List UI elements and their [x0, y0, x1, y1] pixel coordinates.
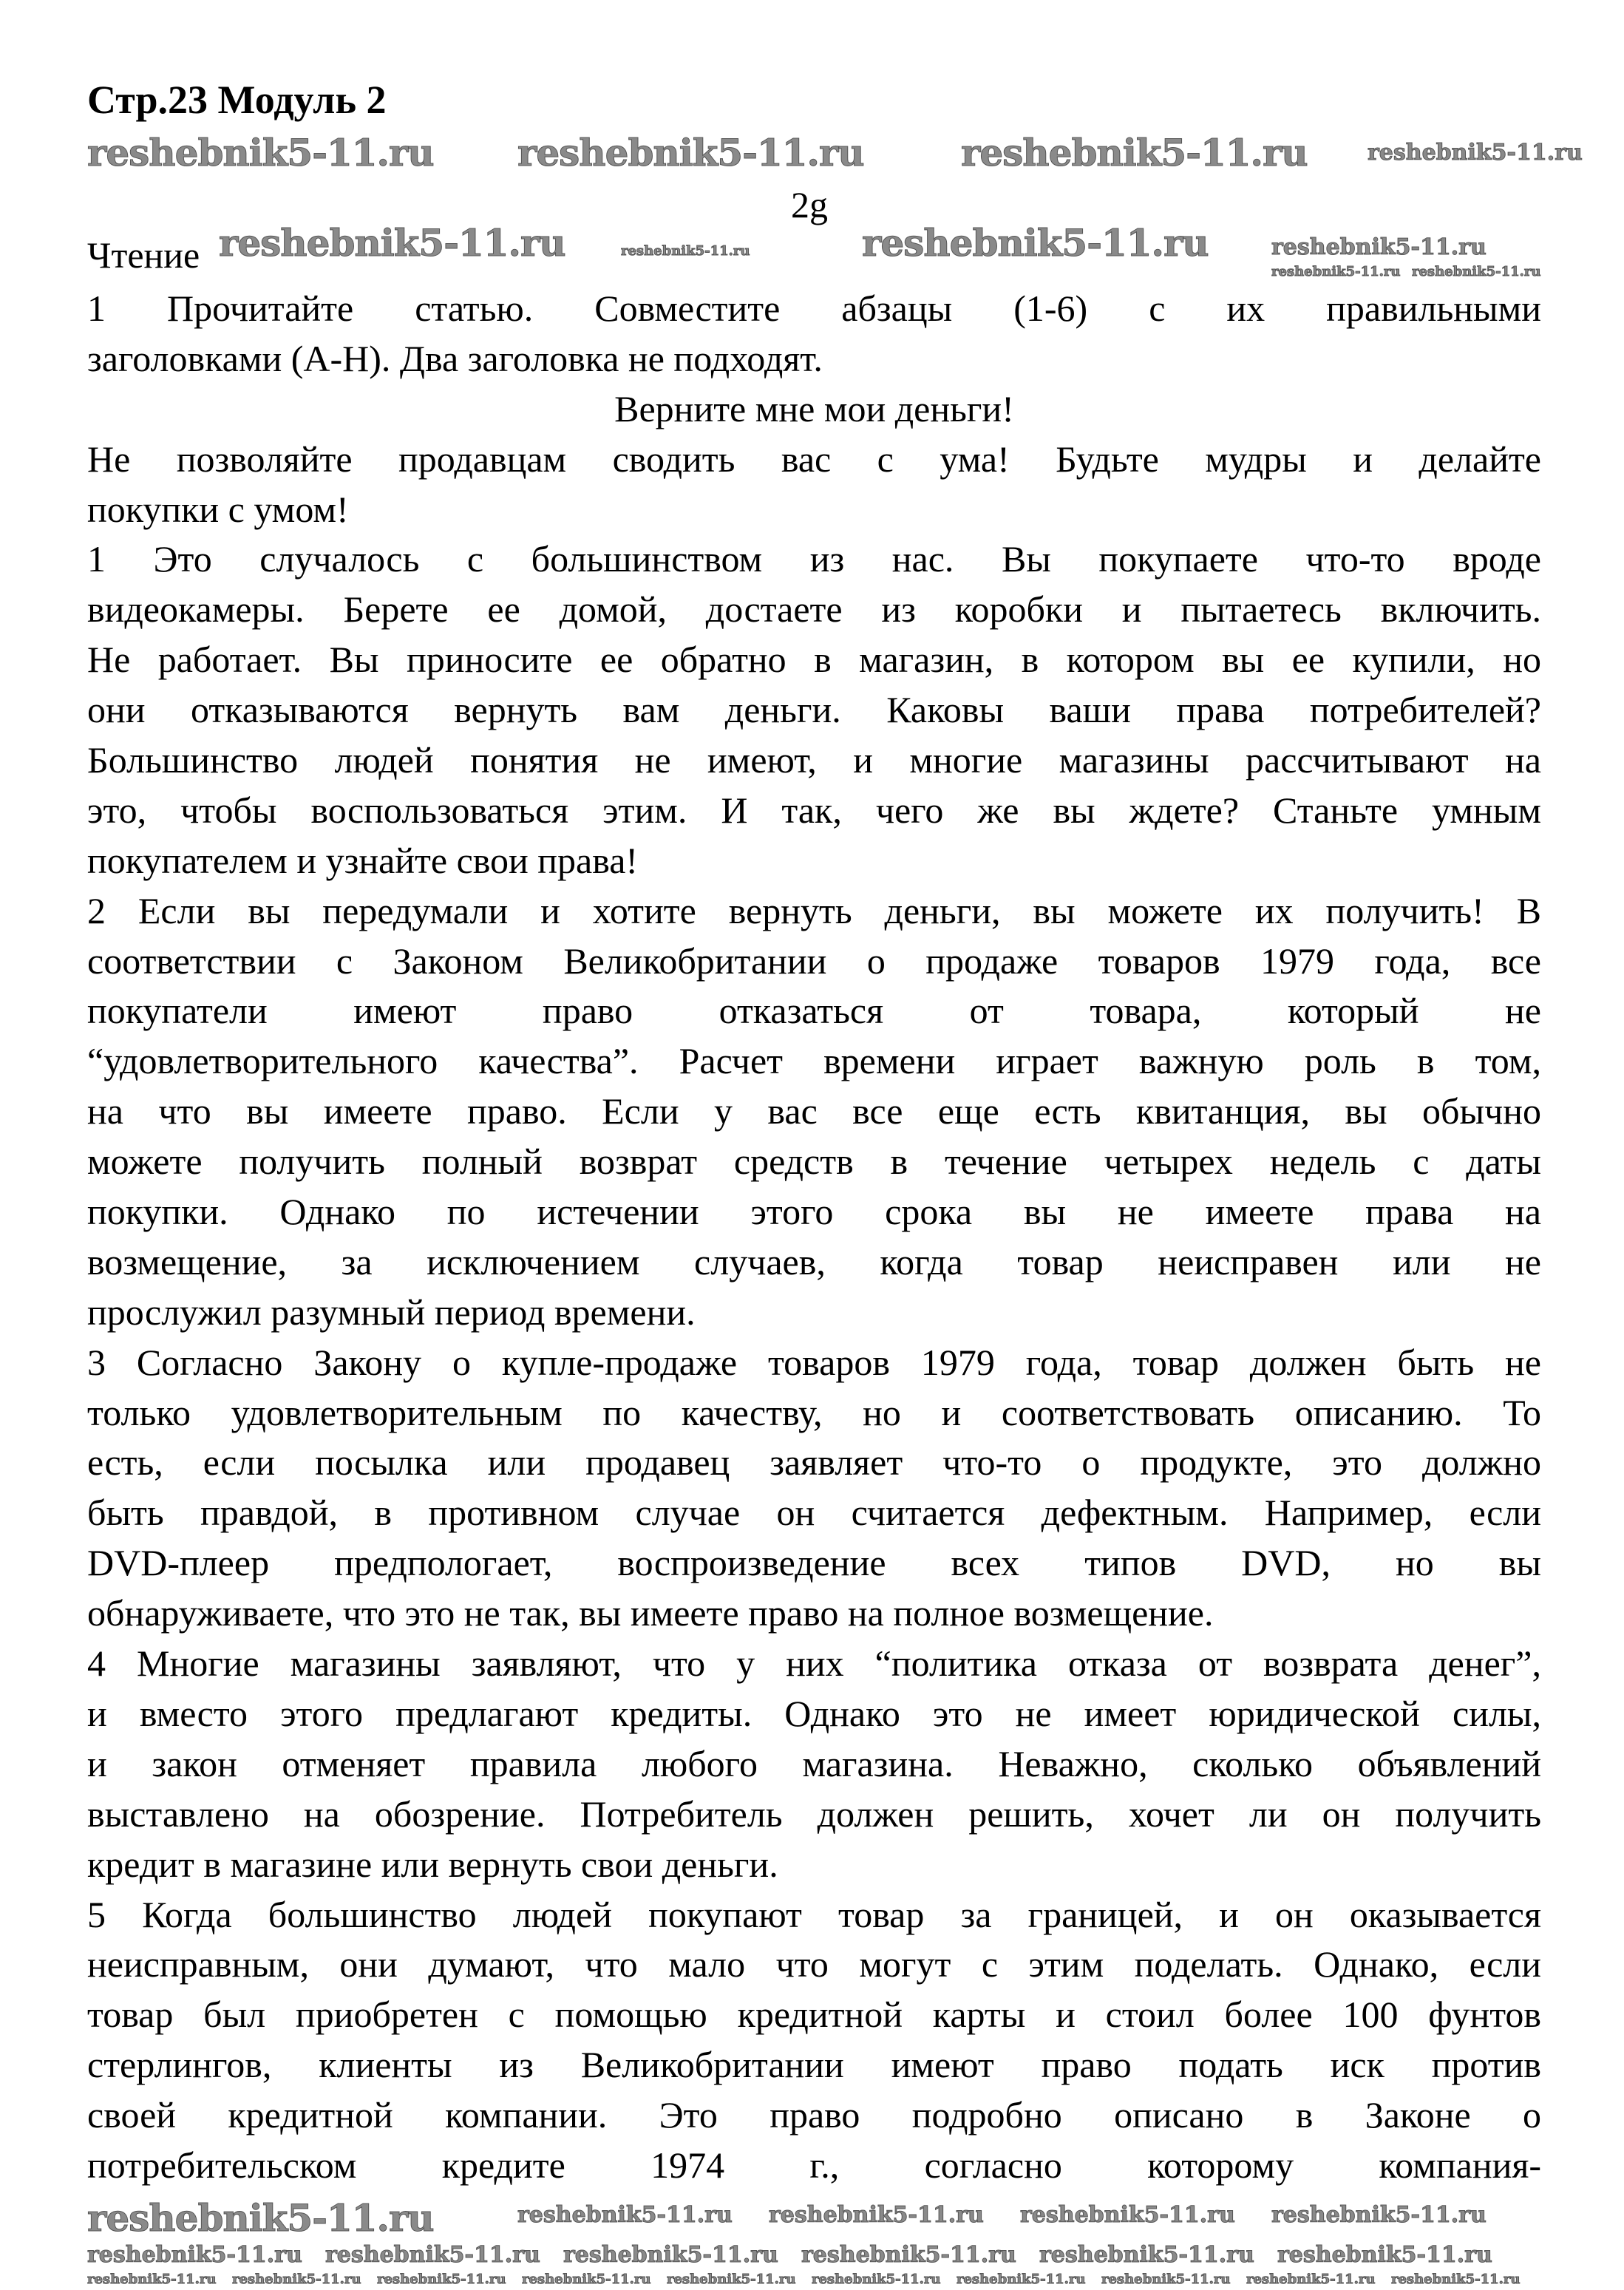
text-line: кредит в магазине или вернуть свои деньги. — [87, 1843, 778, 1885]
text-line: обнаруживаете, что это не так, вы имеете право на полное возмещение. — [87, 1592, 1214, 1634]
watermark: reshebnik5-11.ru — [325, 2242, 540, 2268]
task-instruction — [87, 284, 1541, 384]
watermark: reshebnik5-11.ru — [517, 131, 864, 174]
watermark: reshebnik5-11.ru — [667, 2272, 796, 2287]
watermark: reshebnik5-11.ru — [377, 2272, 506, 2287]
text-line: неисправным, они думают, что мало что могут с этим поделать. Однако, если — [87, 1943, 1541, 1985]
watermark: reshebnik5-11.ru — [1271, 264, 1401, 279]
watermark: reshebnik5-11.ru — [522, 2272, 651, 2287]
text-line: покупателем и узнайте свои права! — [87, 839, 639, 881]
watermark: reshebnik5-11.ru — [1412, 264, 1541, 279]
article-paragraph — [87, 886, 1541, 1338]
article-body — [87, 284, 1541, 2191]
text-line: прослужил разумный период времени. — [87, 1291, 696, 1333]
watermark: reshebnik5-11.ru — [1277, 2242, 1492, 2268]
text-line: покупки с умом! — [87, 488, 349, 530]
text-line: на что вы имеете право. Если у вас все еще есть квитанция, вы обычно — [87, 1090, 1541, 1132]
watermark: reshebnik5-11.ru — [1391, 2272, 1521, 2287]
article-paragraph — [87, 1639, 1541, 1889]
text-line: Верните мне мои деньги! — [614, 387, 1014, 429]
text-line: они отказываются вернуть вам деньги. Каковы ваши права потребителей? — [87, 689, 1541, 731]
text-line: быть правдой, в противном случае он считается дефектным. Например, если — [87, 1492, 1541, 1534]
watermark: reshebnik5-11.ru — [1271, 234, 1487, 260]
watermark: reshebnik5-11.ru — [219, 221, 565, 265]
text-line: заголовками (А-Н). Два заголовка не подходят. — [87, 337, 823, 379]
article-paragraph — [87, 1890, 1541, 2191]
watermark: reshebnik5-11.ru — [769, 2202, 984, 2228]
watermark: reshebnik5-11.ru — [812, 2272, 941, 2287]
watermark: reshebnik5-11.ru — [1271, 2202, 1487, 2228]
text-line: выставлено на обозрение. Потребитель должен решить, хочет ли он получить — [87, 1793, 1541, 1835]
article-heading — [87, 384, 1541, 435]
text-line: можете получить полный возврат средств в течение четырех недель с даты — [87, 1141, 1541, 1183]
text-line: Не позволяйте продавцам сводить вас с ума! Будьте мудры и делайте — [87, 438, 1541, 480]
text-line: есть, если посылка или продавец заявляет что-то о продукте, это должно — [87, 1441, 1541, 1484]
watermark: reshebnik5-11.ru — [87, 2242, 302, 2268]
text-line: только удовлетворительным по качеству, но и соответствовать описанию. То — [87, 1391, 1541, 1433]
text-line: потребительском кредите 1974 г., согласно которому компания- — [87, 2144, 1541, 2186]
text-line: 3 Согласно Закону о купле-продаже товаров 1979 года, товар должен быть не — [87, 1341, 1541, 1383]
watermark: reshebnik5-11.ru — [87, 131, 434, 174]
text-line: стерлингов, клиенты из Великобритании имеют право подать иск против — [87, 2044, 1541, 2086]
page-title: Стр.23 Модуль 2 — [87, 78, 387, 122]
watermark: reshebnik5-11.ru — [1020, 2202, 1235, 2228]
text-line: 2 Если вы передумали и хотите вернуть деньги, вы можете их получить! В — [87, 889, 1541, 931]
watermark: reshebnik5-11.ru — [87, 2196, 434, 2240]
text-line: “удовлетворительного качества”. Расчет времени играет важную роль в том, — [87, 1040, 1541, 1082]
watermark: reshebnik5-11.ru — [87, 2272, 217, 2287]
watermark: reshebnik5-11.ru — [1101, 2272, 1231, 2287]
text-line: 1 Прочитайте статью. Совместите абзацы (1-6) с их правильными — [87, 288, 1541, 329]
watermark: reshebnik5-11.ru — [862, 221, 1209, 265]
text-line: видеокамеры. Берете ее домой, достаете из коробки и пытаетесь включить. — [87, 588, 1541, 631]
watermark: reshebnik5-11.ru — [957, 2272, 1086, 2287]
text-line: товар был приобретен с помощью кредитной карты и стоил более 100 фунтов — [87, 1994, 1541, 2036]
watermark: reshebnik5-11.ru — [1368, 140, 1583, 166]
text-line: DVD-плеер предпологает, воспроизведение всех типов DVD, но вы — [87, 1542, 1541, 1584]
text-line: Не работает. Вы приносите ее обратно в магазин, в котором вы ее купили, но — [87, 639, 1541, 681]
watermark: reshebnik5-11.ru — [801, 2242, 1016, 2268]
text-line: покупки. Однако по истечении этого срока вы не имеете права на — [87, 1191, 1541, 1233]
text-line: своей кредитной компании. Это право подробно описано в Законе о — [87, 2094, 1541, 2136]
article-lead — [87, 435, 1541, 535]
text-line: покупатели имеют право отказаться от товара, который не — [87, 990, 1541, 1032]
text-line: 5 Когда большинство людей покупают товар за границей, и он оказывается — [87, 1893, 1541, 1935]
section-label: Чтение — [87, 234, 200, 276]
text-line: соответствии с Законом Великобритании о продаже товаров 1979 года, все — [87, 940, 1541, 982]
watermark: reshebnik5-11.ru — [621, 243, 750, 259]
text-line: Большинство людей понятия не имеют, и многие магазины рассчитывают на — [87, 739, 1541, 781]
watermark: reshebnik5-11.ru — [1246, 2272, 1376, 2287]
text-line: возмещение, за исключением случаев, когда товар неисправен или не — [87, 1240, 1541, 1282]
watermark: reshebnik5-11.ru — [961, 131, 1308, 174]
text-line: 4 Многие магазины заявляют, что у них “политика отказа от возврата денег”, — [87, 1642, 1541, 1685]
article-paragraph — [87, 534, 1541, 886]
watermark: reshebnik5-11.ru — [517, 2202, 733, 2228]
watermark: reshebnik5-11.ru — [1039, 2242, 1254, 2268]
watermark: reshebnik5-11.ru — [232, 2272, 361, 2287]
watermark: reshebnik5-11.ru — [563, 2242, 778, 2268]
article-paragraph — [87, 1338, 1541, 1639]
exercise-code: 2g — [791, 184, 828, 225]
text-line: 1 Это случалось с большинством из нас. Вы покупаете что-то вроде — [87, 538, 1541, 580]
text-line: это, чтобы воспользоваться этим. И так, чего же вы ждете? Станьте умным — [87, 789, 1541, 831]
text-line: и вместо этого предлагают кредиты. Однако это не имеет юридической силы, — [87, 1692, 1541, 1734]
text-line: и закон отменяет правила любого магазина. Неважно, сколько объявлений — [87, 1742, 1541, 1784]
